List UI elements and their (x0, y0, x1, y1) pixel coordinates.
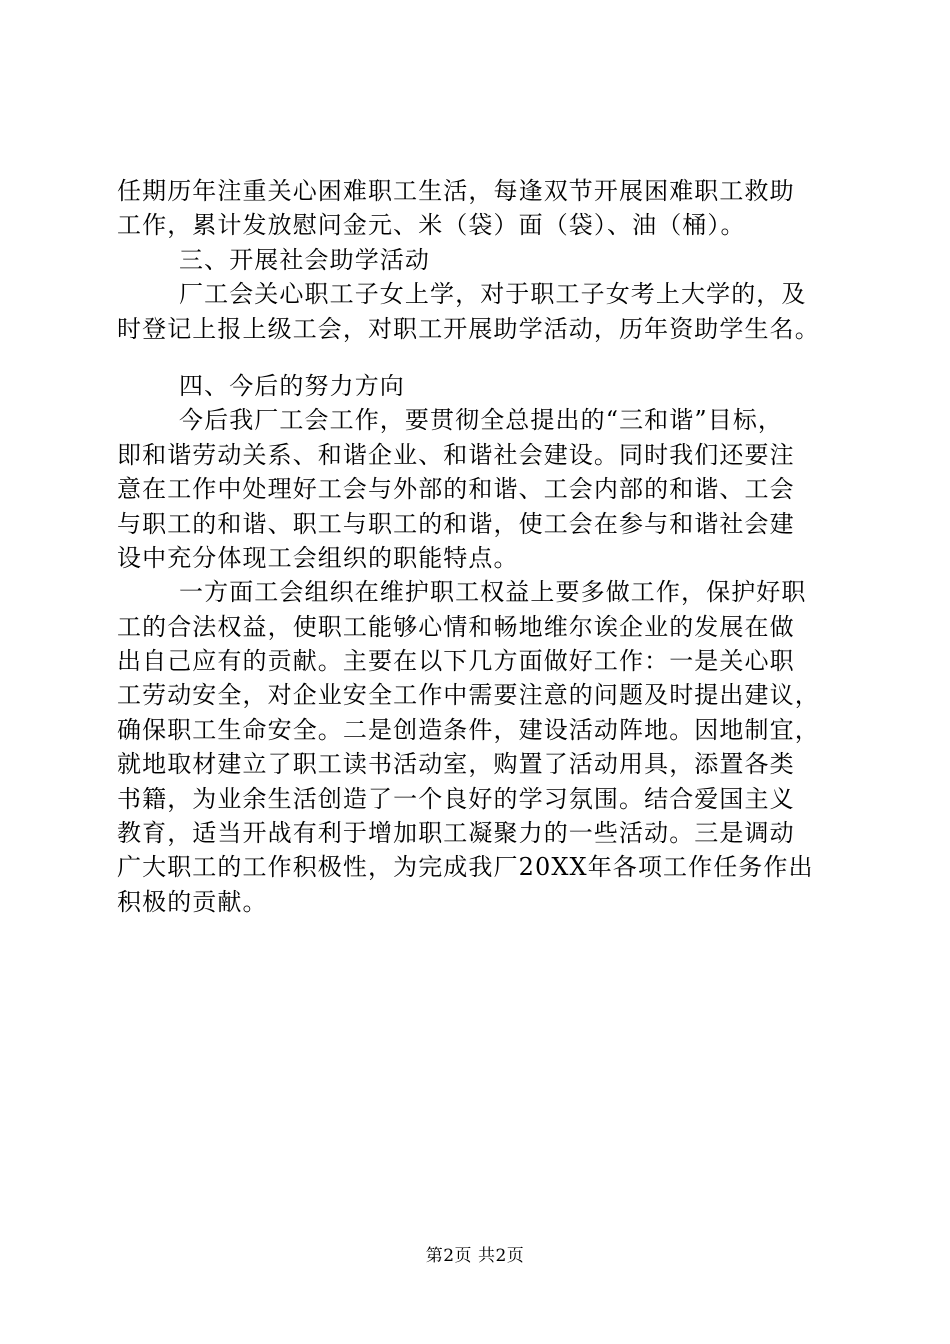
body-line: 设中充分体现工会组织的职能特点。 (117, 543, 519, 572)
section-heading: 三、开展社会助学活动 (179, 245, 430, 274)
body-line: 工劳动安全，对企业安全工作中需要注意的问题及时提出建议， (117, 681, 820, 710)
body-line: 工作，累计发放慰问金元、米（袋）面（袋）、油（桶）。 (117, 211, 746, 240)
body-line: 意在工作中处理好工会与外部的和谐、工会内部的和谐、工会 (117, 475, 795, 504)
body-line: 就地取材建立了职工读书活动室，购置了活动用具，添置各类 (117, 750, 795, 779)
body-line: 任期历年注重关心困难职工生活，每逢双节开展困难职工救助 (117, 177, 795, 205)
body-line: 出自己应有的贡献。主要在以下几方面做好工作：一是关心职 (117, 647, 795, 676)
body-line: 厂工会关心职工子女上学，对于职工子女考上大学的，及 (179, 280, 807, 309)
body-line: 书籍，为业余生活创造了一个良好的学习氛围。结合爱国主义 (117, 784, 795, 813)
body-line: 工的合法权益，使职工能够心情和畅地维尔诶企业的发展在做 (117, 612, 795, 641)
body-line: 教育，适当开战有利于增加职工凝聚力的一些活动。三是调动 (117, 819, 795, 848)
body-line: 即和谐劳动关系、和谐企业、和谐社会建设。同时我们还要注 (117, 440, 795, 469)
section-heading: 四、今后的努力方向 (179, 371, 405, 400)
body-line: 一方面工会组织在维护职工权益上要多做工作，保护好职 (179, 578, 807, 607)
document-body (117, 174, 857, 919)
body-line: 时登记上报上级工会，对职工开展助学活动，历年资助学生名。 (117, 314, 820, 343)
body-line: 确保职工生命安全。二是创造条件，建设活动阵地。因地制宜， (117, 715, 820, 744)
paragraph-gap (117, 346, 857, 369)
body-line: 广大职工的工作积极性，为完成我厂20XX年各项工作任务作出 (117, 853, 814, 882)
body-line: 与职工的和谐、职工与职工的和谐，使工会在参与和谐社会建 (117, 509, 795, 538)
body-line: 今后我厂工会工作，要贯彻全总提出的“三和谐”目标， (179, 406, 784, 435)
body-line: 积极的贡献。 (117, 887, 268, 916)
page-number-footer: 第2页 共2页 (425, 1246, 525, 1266)
